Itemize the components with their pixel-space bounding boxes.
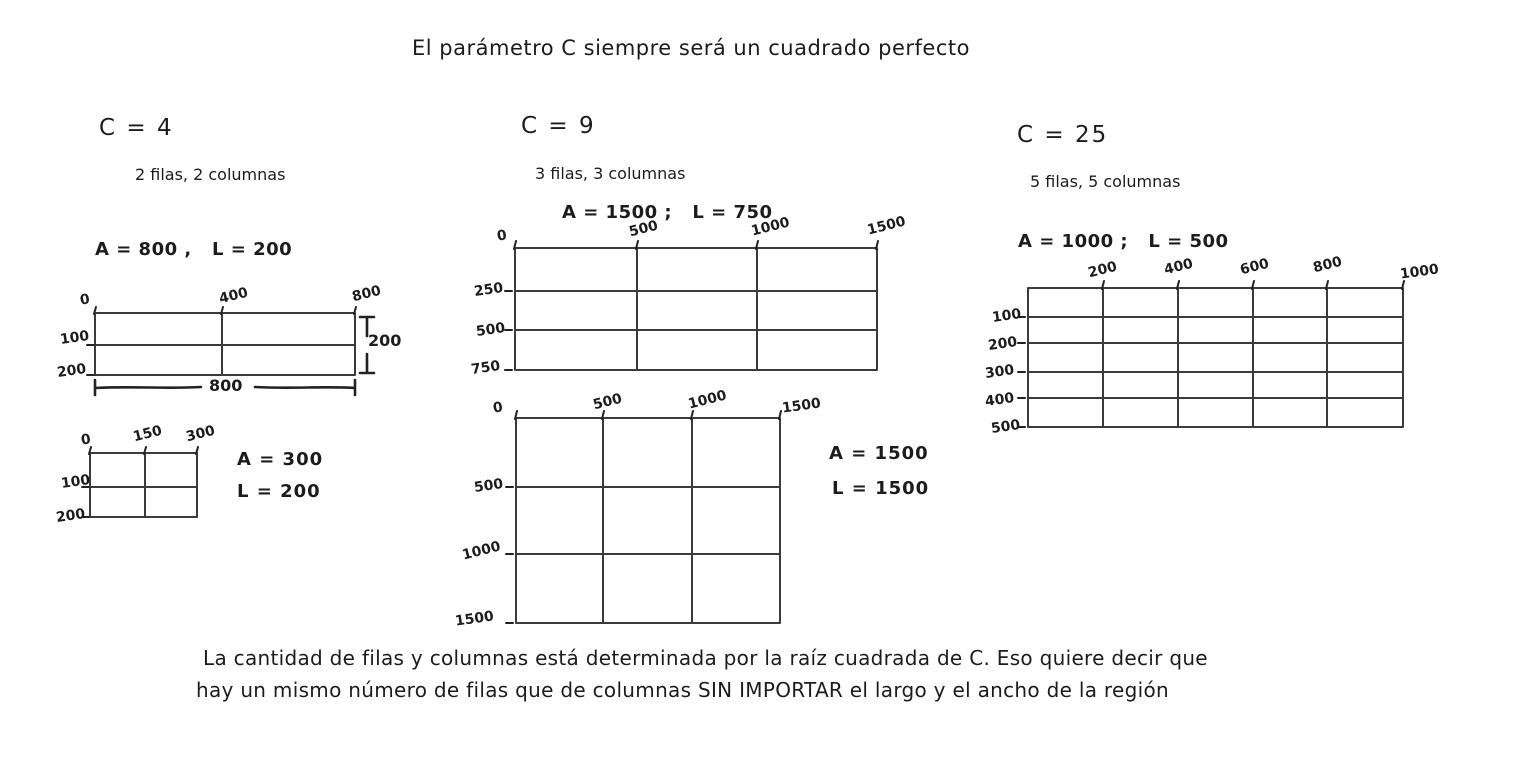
x-tick-label: 500 (627, 217, 660, 241)
y-tick-label: 300 (984, 362, 1016, 382)
y-tick-label: 1500 (454, 608, 495, 630)
grid-5x5 (975, 255, 1435, 440)
panel-c9-formula: A = 1500 ; L = 750 (562, 202, 773, 223)
x-tick-label: 0 (78, 291, 91, 309)
footer-caption-line2: hay un mismo número de filas que de columnas SIN IMPORTAR el largo y el ancho de la región (196, 678, 1169, 702)
panel-c4-formula: A = 800 , L = 200 (95, 239, 293, 260)
x-tick-label: 500 (591, 390, 624, 414)
x-tick-label: 1500 (865, 213, 908, 239)
y-tick-label: 1000 (460, 538, 503, 564)
x-tick-label: 200 (1086, 258, 1119, 282)
x-tick-label: 600 (1238, 255, 1271, 279)
panel-c25-subtitle: 5 filas, 5 columnas (1030, 172, 1181, 191)
footer-caption-line1: La cantidad de filas y columnas está determinada por la raíz cuadrada de C. Eso quiere decir que (203, 646, 1208, 670)
panel-c9-heading: C = 9 (521, 113, 596, 139)
y-tick-label: 100 (60, 472, 92, 492)
x-tick-label: 1000 (1399, 261, 1440, 283)
y-tick-label: 100 (59, 328, 91, 348)
x-tick-label: 0 (495, 227, 508, 245)
page-title: El parámetro C siempre será un cuadrado perfecto (412, 36, 970, 60)
y-tick-label: 200 (56, 361, 88, 381)
width-dim-label: 800 (209, 376, 243, 395)
y-tick-label: 200 (987, 334, 1019, 354)
x-tick-label: 0 (79, 431, 92, 449)
y-tick-label: 100 (991, 306, 1023, 326)
annotation-area: A = 300 (237, 449, 324, 470)
panel-c4-heading: C = 4 (99, 115, 174, 141)
grid-3x3-square (445, 385, 885, 635)
height-dim-label: 200 (368, 331, 402, 350)
annotation-length: L = 1500 (832, 478, 930, 499)
x-tick-label: 300 (184, 422, 217, 446)
x-tick-label: 400 (217, 284, 250, 308)
y-tick-label: 500 (473, 476, 505, 496)
x-tick-label: 0 (491, 399, 504, 417)
y-tick-label: 500 (475, 320, 507, 340)
panel-c25-formula: A = 1000 ; L = 500 (1018, 231, 1229, 252)
y-tick-label: 400 (984, 390, 1016, 410)
panel-c9-subtitle: 3 filas, 3 columnas (535, 164, 686, 183)
annotation-area: A = 1500 (829, 443, 929, 464)
x-tick-label: 1000 (686, 387, 729, 413)
x-tick-label: 800 (1311, 253, 1344, 277)
panel-c25-heading: C = 25 (1017, 122, 1109, 148)
x-tick-label: 1500 (781, 395, 822, 417)
grid-3x3-wide (460, 215, 900, 385)
y-tick-label: 200 (55, 506, 87, 526)
y-tick-label: 750 (470, 358, 502, 378)
x-tick-label: 800 (350, 282, 383, 306)
panel-c4-subtitle: 2 filas, 2 columnas (135, 165, 286, 184)
x-tick-label: 1000 (749, 214, 792, 240)
x-tick-label: 400 (1162, 255, 1195, 279)
annotation-length: L = 200 (237, 481, 321, 502)
y-tick-label: 500 (990, 417, 1022, 437)
y-tick-label: 250 (473, 280, 505, 300)
x-tick-label: 150 (131, 422, 164, 446)
